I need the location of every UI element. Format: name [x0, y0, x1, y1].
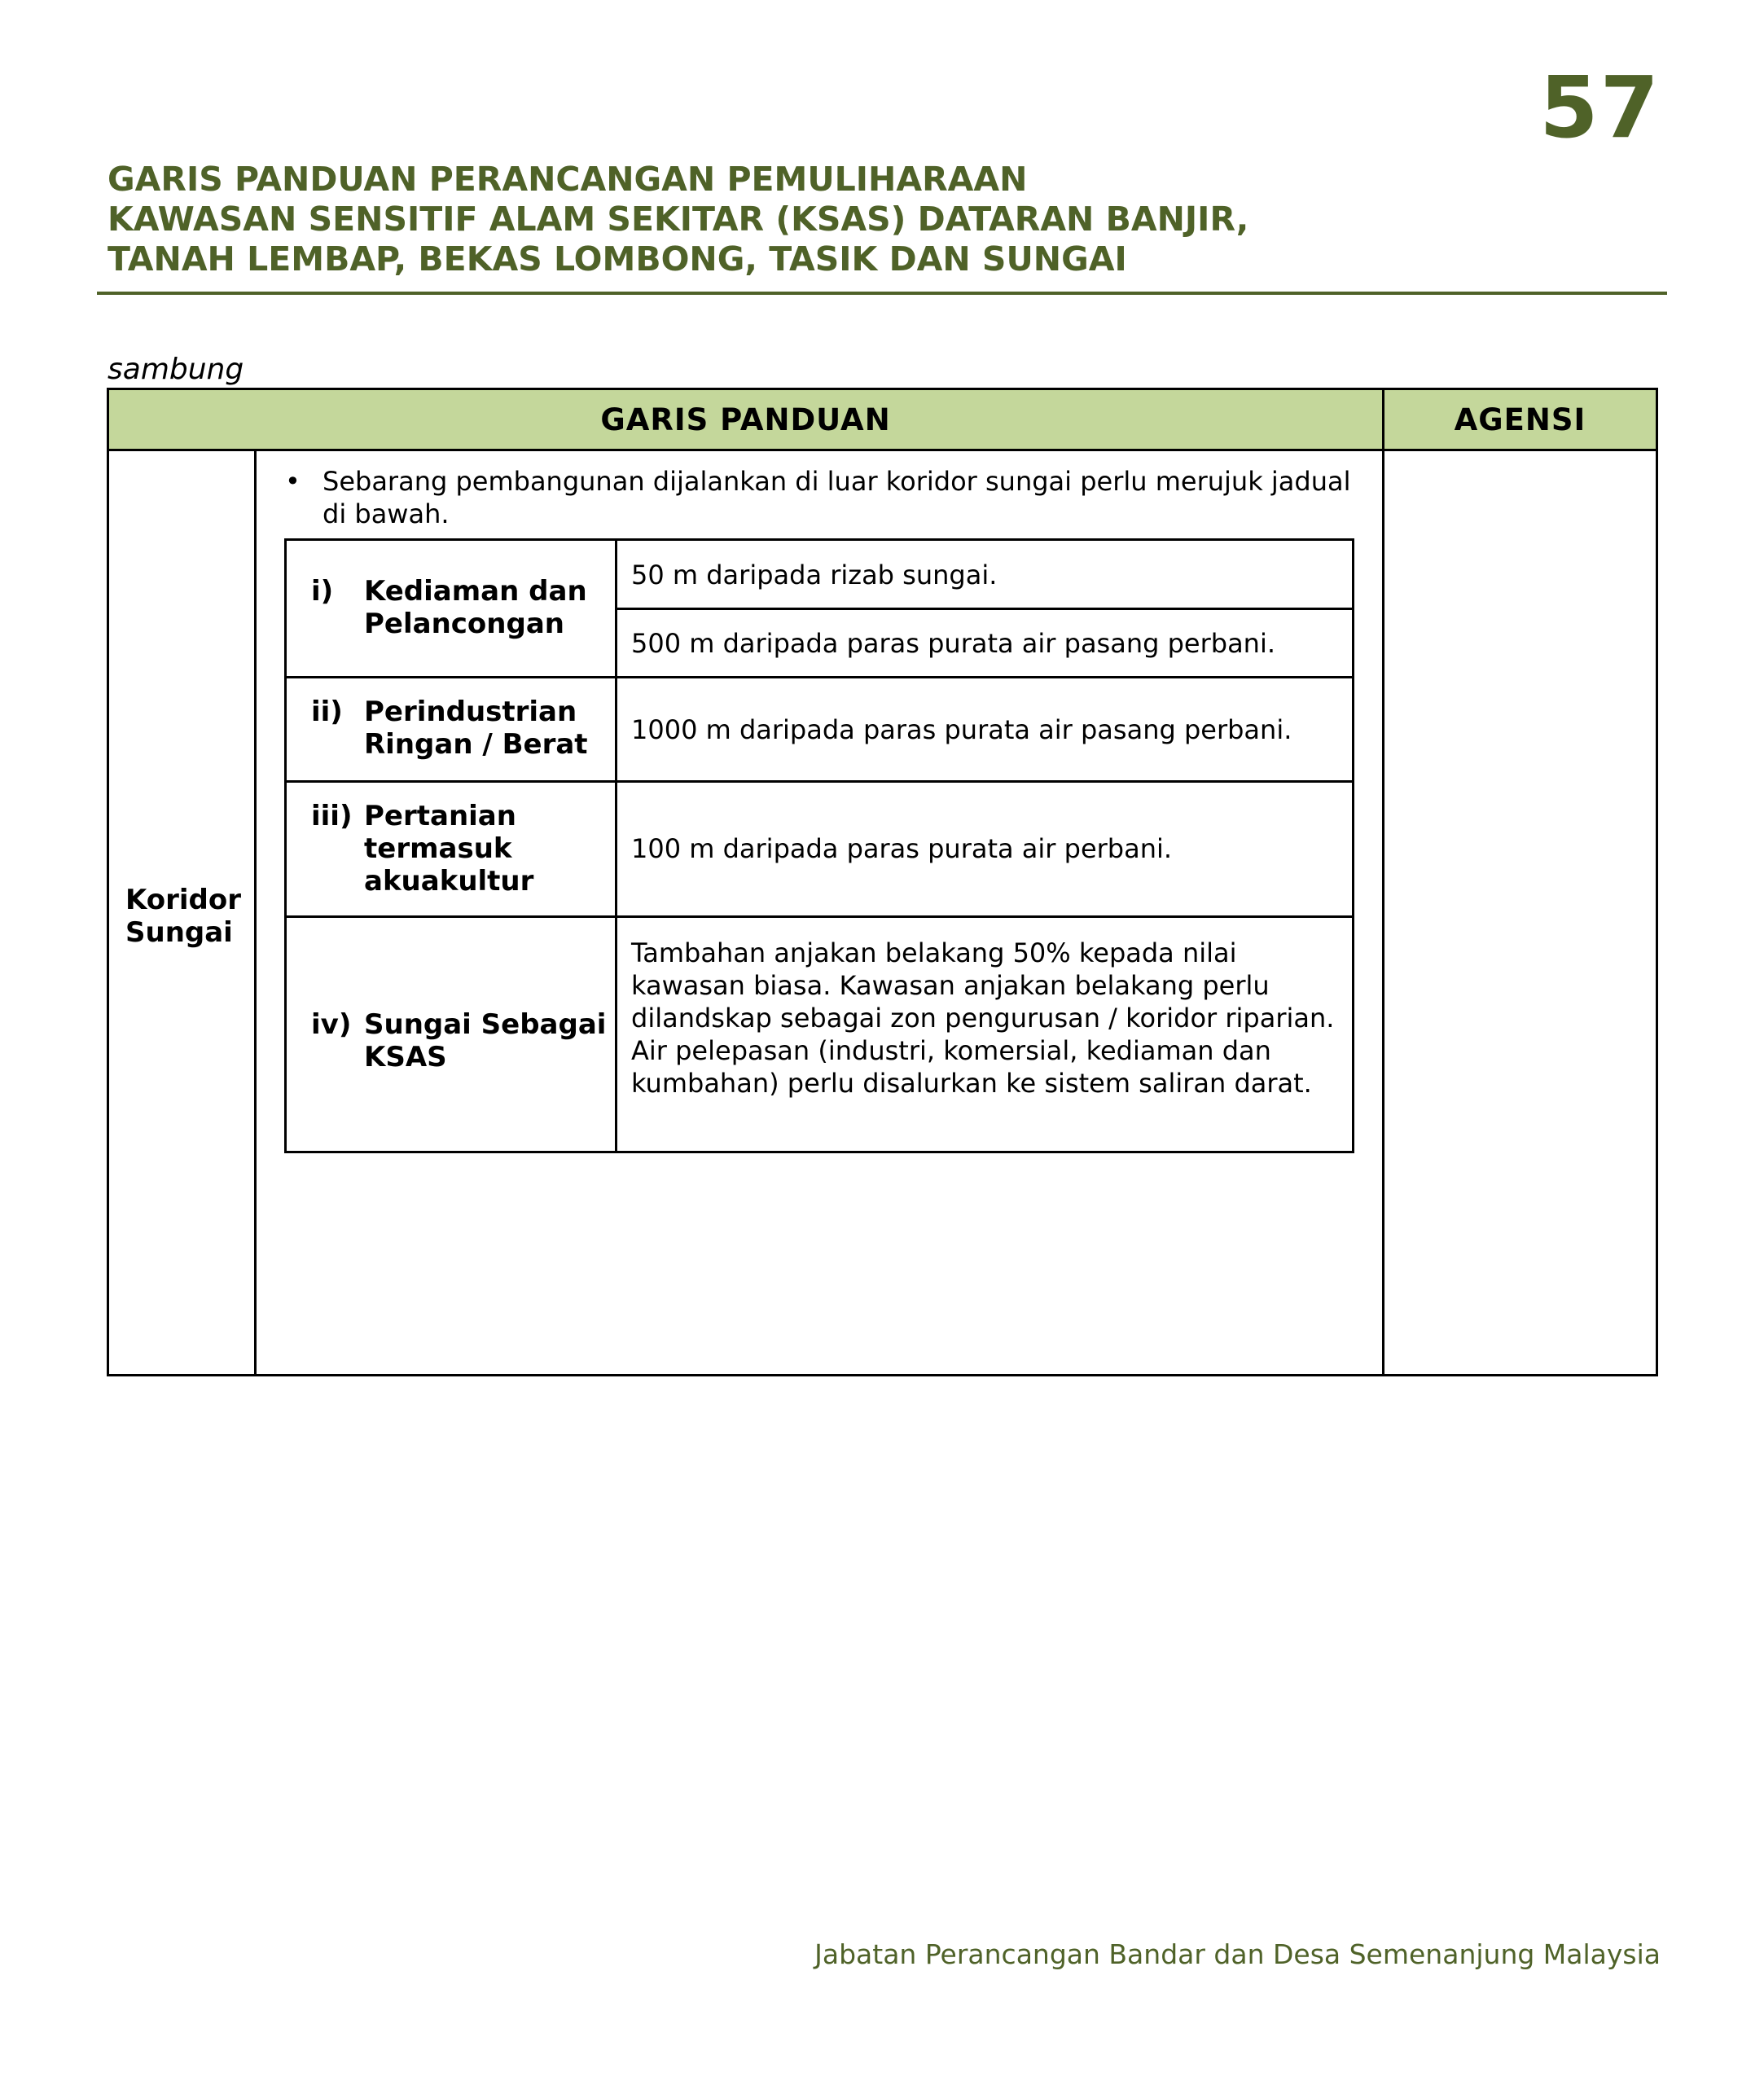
row-divider — [287, 915, 1352, 918]
bullet-item — [285, 465, 1368, 530]
row-value: Tambahan anjakan belakang 50% kepada nilai kawasan biasa. Kawasan anjakan belakang perlu dilandskap sebagai zon pengurusan / koridor riparian. Air pelepasan (industri, komersial, kediaman dan kumbahan) perlu disalurkan ke sistem saliran darat. — [631, 937, 1335, 1099]
row-divider — [287, 676, 1352, 678]
row-value: 50 m daripada rizab sungai. — [631, 560, 998, 590]
document-title — [108, 160, 1655, 279]
row-title: Perindustrian Ringan / Berat — [364, 696, 588, 761]
bullet-icon: • — [285, 466, 301, 497]
row-value: 1000 m daripada paras purata air pasang perbani. — [631, 714, 1292, 745]
guideline-table — [107, 388, 1658, 1376]
category-label — [125, 884, 241, 949]
row-title: Kediaman dan Pelancongan — [364, 575, 587, 640]
category-line-1: Koridor — [125, 884, 241, 916]
footer-organization: Jabatan Perancangan Bandar dan Desa Semenanjung Malaysia — [814, 1938, 1661, 1970]
bullet-text: Sebarang pembangunan dijalankan di luar koridor sungai perlu merujuk jadual di bawah. — [323, 466, 1351, 529]
row-divider — [287, 780, 1352, 783]
inner-column-divider — [615, 541, 617, 1151]
row-number: ii) — [311, 696, 343, 728]
row-divider — [615, 608, 1352, 610]
column-divider — [254, 451, 257, 1374]
column-divider — [1382, 390, 1384, 1374]
header-agency: AGENSI — [1384, 390, 1656, 451]
row-number: iii) — [311, 800, 353, 832]
distance-table — [284, 538, 1354, 1153]
row-value: 500 m daripada paras purata air pasang perbani. — [631, 628, 1276, 659]
title-line-1: GARIS PANDUAN PERANCANGAN PEMULIHARAAN — [108, 160, 1028, 199]
row-number: iv) — [311, 1008, 352, 1041]
header-guideline: GARIS PANDUAN — [109, 390, 1382, 451]
title-divider — [97, 292, 1667, 295]
page-number: 57 — [1539, 58, 1661, 157]
continued-label: sambung — [108, 353, 244, 386]
row-value: 100 m daripada paras purata air perbani. — [631, 833, 1173, 864]
row-title: Pertanian termasuk akuakultur — [364, 800, 534, 898]
row-number: i) — [311, 575, 334, 608]
category-line-2: Sungai — [125, 916, 233, 949]
title-line-3: TANAH LEMBAP, BEKAS LOMBONG, TASIK DAN SUNGAI — [108, 239, 1127, 279]
row-title: Sungai Sebagai KSAS — [364, 1008, 607, 1073]
title-line-2: KAWASAN SENSITIF ALAM SEKITAR (KSAS) DATARAN BANJIR, — [108, 200, 1249, 239]
